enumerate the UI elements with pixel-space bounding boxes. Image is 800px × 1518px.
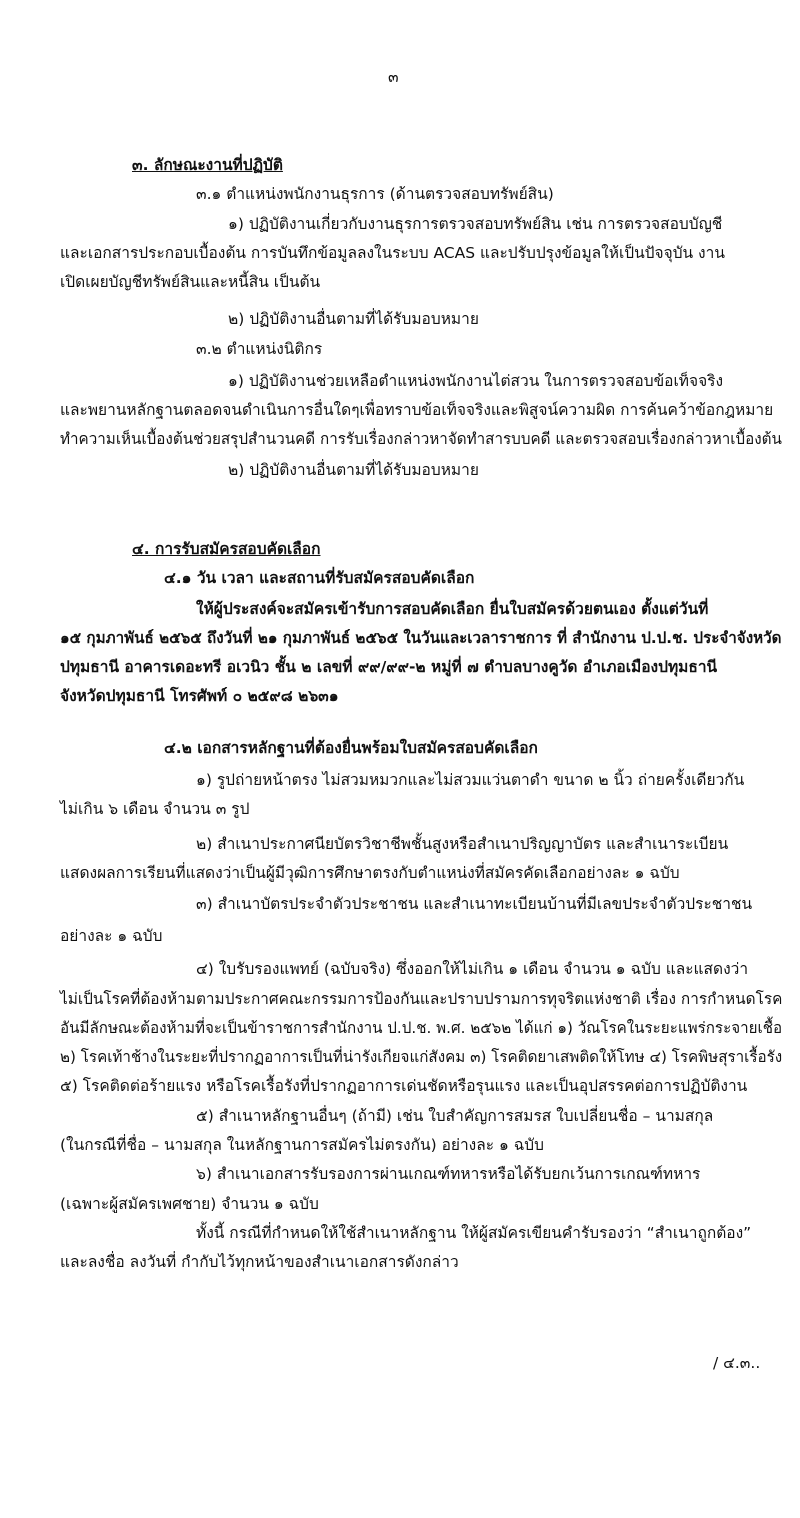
paragraph-line: ๑) ปฏิบัติงานเกี่ยวกับงานธุรการตรวจสอบทรัพย์สิน เช่น การตรวจสอบบัญชี xyxy=(228,215,723,233)
paragraph-line: ไม่เกิน ๖ เดือน จำนวน ๓ รูป xyxy=(60,800,250,818)
paragraph-line: และลงชื่อ ลงวันที่ กำกับไว้ทุกหน้าของสำเนาเอกสารดังกล่าว xyxy=(60,1253,459,1271)
continuation-marker: / ๔.๓.. xyxy=(713,1354,761,1372)
paragraph-line: แสดงผลการเรียนที่แสดงว่าเป็นผู้มีวุฒิการศึกษาตรงกับตำแหน่งที่สมัครคัดเลือกอย่างละ ๑ ฉบับ xyxy=(60,864,680,882)
section-3-1-title: ๓.๑ ตำแหน่งพนักงานธุรการ (ด้านตรวจสอบทรัพย์สิน) xyxy=(196,185,554,203)
paragraph-line: ๒) โรคเท้าช้างในระยะที่ปรากฏอาการเป็นที่น่ารังเกียจแก่สังคม ๓) โรคติดยาเสพติดให้โทษ ๔) โรคพิษสุราเรื้อรัง xyxy=(60,1048,783,1066)
paragraph-line: และเอกสารประกอบเบื้องต้น การบันทึกข้อมูลลงในระบบ ACAS และปรับปรุงข้อมูลให้เป็นปัจจุบัน งาน xyxy=(60,244,725,262)
paragraph-line: ไม่เป็นโรคที่ต้องห้ามตามประกาศคณะกรรมการป้องกันและปราบปรามการทุจริตแห่งชาติ เรื่อง การกำหนดโรค xyxy=(60,990,783,1008)
paragraph-line: จังหวัดปทุมธานี โทรศัพท์ ๐ ๒๕๙๘ ๒๖๓๑ xyxy=(60,687,339,705)
paragraph-line: ๔) ใบรับรองแพทย์ (ฉบับจริง) ซึ่งออกให้ไม่เกิน ๑ เดือน จำนวน ๑ ฉบับ และแสดงว่า xyxy=(196,960,749,978)
paragraph-line: ๒) สำเนาประกาศนียบัตรวิชาชีพชั้นสูงหรือสำเนาปริญญาบัตร และสำเนาระเบียน xyxy=(196,835,729,853)
paragraph-line: ให้ผู้ประสงค์จะสมัครเข้ารับการสอบคัดเลือก ยื่นใบสมัครด้วยตนเอง ตั้งแต่วันที่ xyxy=(196,600,709,618)
paragraph-line: ๑) รูปถ่ายหน้าตรง ไม่สวมหมวกและไม่สวมแว่นตาดำ ขนาด ๒ นิ้ว ถ่ายครั้งเดียวกัน xyxy=(196,771,745,789)
section-3-heading-text: ๓. ลักษณะงานที่ปฏิบัติ xyxy=(132,156,283,174)
paragraph-line: ปทุมธานี อาคารเดอะทรี อเวนิว ชั้น ๒ เลขที่ ๙๙/๙๙-๒ หมู่ที่ ๗ ตำบลบางคูวัด อำเภอเมืองปทุมธานี xyxy=(60,658,718,676)
paragraph-line: ๑๕ กุมภาพันธ์ ๒๕๖๕ ถึงวันที่ ๒๑ กุมภาพันธ์ ๒๕๖๕ ในวันและเวลาราชการ ที่ สำนักงาน ป.ป.ช. ประจำจังหวัด xyxy=(60,629,782,647)
section-4-2-title: ๔.๒ เอกสารหลักฐานที่ต้องยื่นพร้อมใบสมัครสอบคัดเลือก xyxy=(164,739,538,757)
paragraph-line: ๕) โรคติดต่อร้ายแรง หรือโรคเรื้อรังที่ปรากฏอาการเด่นชัดหรือรุนแรง และเป็นอุปสรรคต่อการปฏิบัติงาน xyxy=(60,1077,748,1095)
section-4-heading-text: ๔. การรับสมัครสอบคัดเลือก xyxy=(132,540,321,558)
paragraph-line: (ในกรณีที่ชื่อ – นามสกุล ในหลักฐานการสมัครไม่ตรงกัน) อย่างละ ๑ ฉบับ xyxy=(60,1136,544,1154)
section-4-1-title: ๔.๑ วัน เวลา และสถานที่รับสมัครสอบคัดเลือก xyxy=(164,569,475,587)
section-3-2-title: ๓.๒ ตำแหน่งนิติกร xyxy=(196,340,323,358)
paragraph-line: อันมีลักษณะต้องห้ามที่จะเป็นข้าราชการสำนักงาน ป.ป.ช. พ.ศ. ๒๕๖๒ ได้แก่ ๑) วัณโรคในระยะแพร่กระจายเชื้อ xyxy=(60,1019,783,1037)
paragraph-line: ทำความเห็นเบื้องต้นช่วยสรุปสำนวนคดี การรับเรื่องกล่าวหาจัดทำสารบบคดี และตรวจสอบเรื่องกล่าวหาเบื้องต้น xyxy=(60,430,782,448)
paragraph-line: ๕) สำเนาหลักฐานอื่นๆ (ถ้ามี) เช่น ใบสำคัญการสมรส ใบเปลี่ยนชื่อ – นามสกุล xyxy=(196,1107,714,1125)
page-number: ๓ xyxy=(388,68,399,86)
paragraph-line: ๓) สำเนาบัตรประจำตัวประชาชน และสำเนาทะเบียนบ้านที่มีเลขประจำตัวประชาชน xyxy=(196,895,753,913)
paragraph-line: อย่างละ ๑ ฉบับ xyxy=(60,927,163,945)
paragraph-line: และพยานหลักฐานตลอดจนดำเนินการอื่นใดๆเพื่อทราบข้อเท็จจริงและพิสูจน์ความผิด การค้นคว้าข้อกฎหมาย xyxy=(60,401,774,419)
paragraph-line: ๒) ปฏิบัติงานอื่นตามที่ได้รับมอบหมาย xyxy=(228,461,479,479)
paragraph-line: ๑) ปฏิบัติงานช่วยเหลือตำแหน่งพนักงานไต่สวน ในการตรวจสอบข้อเท็จจริง xyxy=(228,372,724,390)
paragraph-line: เปิดเผยบัญชีทรัพย์สินและหนี้สิน เป็นต้น xyxy=(60,273,321,291)
section-3-heading xyxy=(132,154,283,176)
paragraph-line: ทั้งนี้ กรณีที่กำหนดให้ใช้สำเนาหลักฐาน ให้ผู้สมัครเขียนคำรับรองว่า “สำเนาถูกต้อง” xyxy=(196,1224,752,1242)
paragraph-line: (เฉพาะผู้สมัครเพศชาย) จำนวน ๑ ฉบับ xyxy=(60,1195,319,1213)
paragraph-line: ๖) สำเนาเอกสารรับรองการผ่านเกณฑ์ทหารหรือได้รับยกเว้นการเกณฑ์ทหาร xyxy=(196,1165,701,1183)
section-4-heading xyxy=(132,538,321,560)
paragraph-line: ๒) ปฏิบัติงานอื่นตามที่ได้รับมอบหมาย xyxy=(228,310,479,328)
